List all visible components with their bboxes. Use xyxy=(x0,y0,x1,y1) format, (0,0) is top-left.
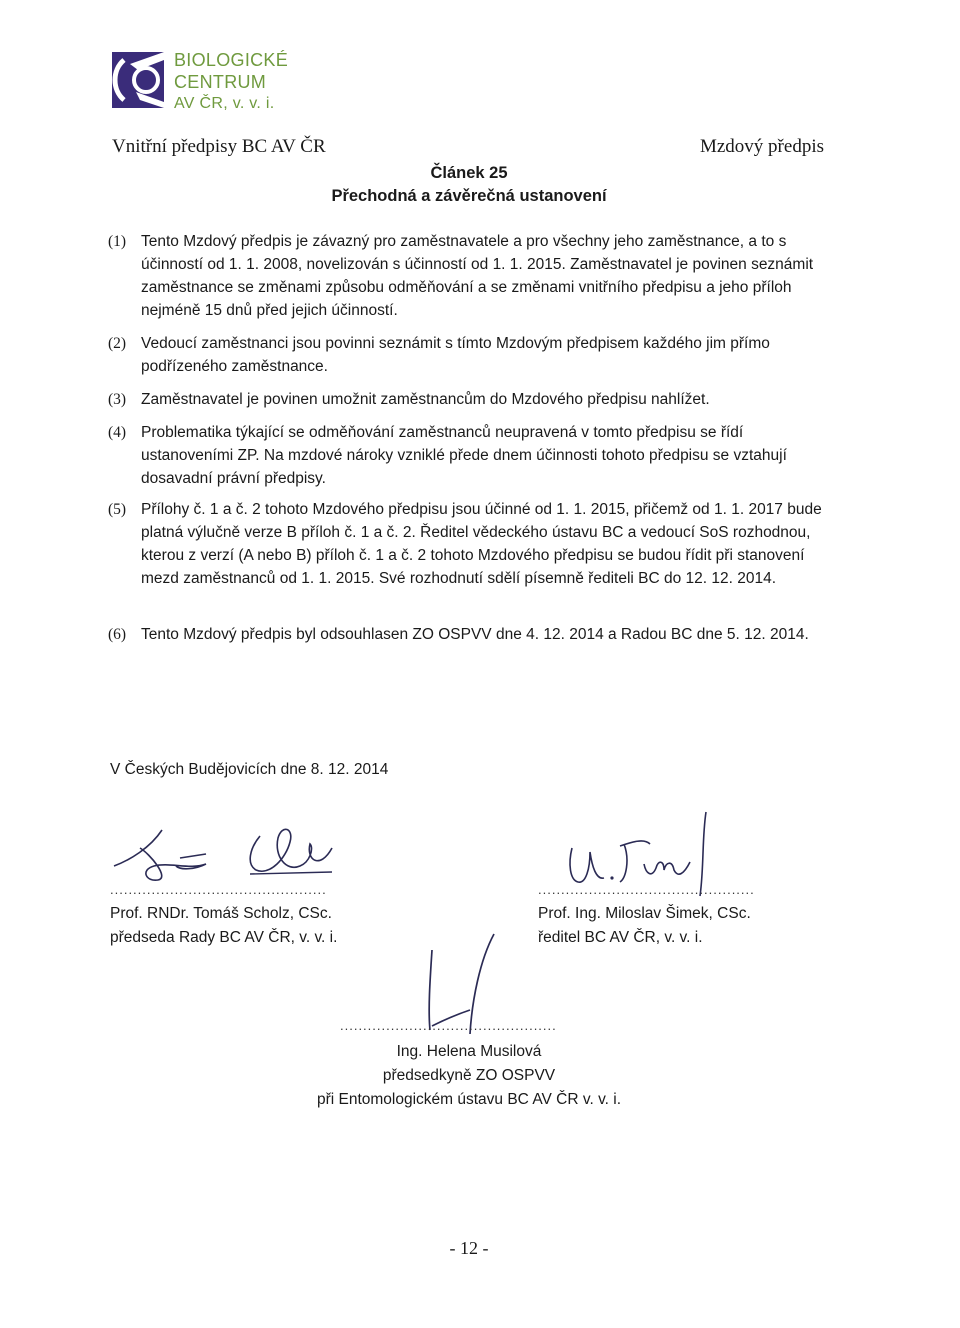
paragraph-text: Tento Mzdový předpis je závazný pro zaměstnavatele a pro všechny jeho zaměstnance, a to s účinností od 1. 1. 2008, novelizován s účinností od 1. 1. 2015. Zaměstnavatel je povinen seznámit zaměstnance se změnami způsobu odměňování a se změnami vnitřního předpisu a jeho příloh nejméně 15 dnů před jejich účinností. xyxy=(141,233,814,319)
paragraph-text: Přílohy č. 1 a č. 2 tohoto Mzdového předpisu jsou účinné od 1. 1. 2015, přičemž od 1. 1. 2017 bude platná výlučně verze B příloh č. 1 a č. 2. Ředitel vědeckého ústavu BC a vedoucí SoS rozhodnou, kterou z verzí (A nebo B) příloh č. 1 a č. 2 tohoto Mzdového předpisu se budou řídit při stanovení mezd zaměstnanců od 1. 1. 2015. Své rozhodnutí sdělí písemně řediteli BC do 12. 12. 2014. xyxy=(141,501,822,587)
article-title: Přechodná a závěrečná ustanovení xyxy=(331,187,607,205)
paragraph-1 xyxy=(108,230,830,322)
paragraph-text: Tento Mzdový předpis byl odsouhlasen ZO OSPVV dne 4. 12. 2014 a Radou BC dne 5. 12. 2014. xyxy=(141,626,809,643)
paragraph-number: (1) xyxy=(108,233,127,250)
paragraph-3 xyxy=(108,388,830,411)
paragraph-text: Vedoucí zaměstnanci jsou povinni seznámit s tímto Mzdovým předpisem každého jim přímo podřízeného zaměstnance. xyxy=(141,335,770,375)
logo-line-2: CENTRUM xyxy=(174,72,267,92)
header-document-series: Vnitřní předpisy BC AV ČR xyxy=(112,136,326,157)
signatory-name: Ing. Helena Musilová xyxy=(396,1043,542,1060)
signature-line: ............................................... xyxy=(538,882,755,897)
paragraph-number: (6) xyxy=(108,626,127,643)
page-number: - 12 - xyxy=(449,1238,489,1258)
logo-text xyxy=(174,49,288,115)
header-document-name: Mzdový předpis xyxy=(699,136,824,157)
signatory-name: Prof. RNDr. Tomáš Scholz, CSc. xyxy=(110,905,332,922)
logo-line-3: AV ČR, v. v. i. xyxy=(174,95,275,112)
logo-line-1: BIOLOGICKÉ xyxy=(174,50,289,70)
paragraph-5 xyxy=(108,498,830,590)
signature-scholz-icon xyxy=(110,808,340,888)
signatory-role: předseda Rady BC AV ČR, v. v. i. xyxy=(110,929,338,946)
signature-line: ............................................... xyxy=(110,882,327,897)
signature-block-left xyxy=(110,878,360,950)
paragraph-number: (3) xyxy=(108,391,127,408)
article-number: Článek 25 xyxy=(430,164,508,182)
bc-logo-mark-icon xyxy=(110,46,170,112)
paragraph-text: Zaměstnavatel je povinen umožnit zaměstnancům do Mzdového předpisu nahlížet. xyxy=(141,391,710,408)
signatory-role: předsedkyně ZO OSPVV xyxy=(382,1067,556,1084)
paragraph-6 xyxy=(108,623,830,646)
signature-block-right xyxy=(538,878,788,950)
paragraph-number: (2) xyxy=(108,335,127,352)
signatory-center-text xyxy=(0,1040,938,1112)
paragraph-text: Problematika týkající se odměňování zaměstnanců neupravená v tomto předpisu se řídí ustanoveními ZP. Na mzdové nároky vzniklé přede dnem účinnosti tohoto předpisu se vztahují dosavadní právní předpisy. xyxy=(141,424,787,487)
place-and-date: V Českých Budějovicích dne 8. 12. 2014 xyxy=(110,761,389,778)
article-heading xyxy=(0,162,938,208)
paragraph-number: (4) xyxy=(108,424,127,441)
signature-line: ............................................... xyxy=(340,1018,557,1033)
paragraph-4 xyxy=(108,421,830,490)
signatory-role: ředitel BC AV ČR, v. v. i. xyxy=(538,929,703,946)
paragraph-2 xyxy=(108,332,830,378)
signatory-organization: při Entomologickém ústavu BC AV ČR v. v. i. xyxy=(316,1091,622,1108)
paragraph-number: (5) xyxy=(108,501,127,518)
signatory-name: Prof. Ing. Miloslav Šimek, CSc. xyxy=(538,905,751,922)
signature-block-center xyxy=(340,1014,660,1038)
